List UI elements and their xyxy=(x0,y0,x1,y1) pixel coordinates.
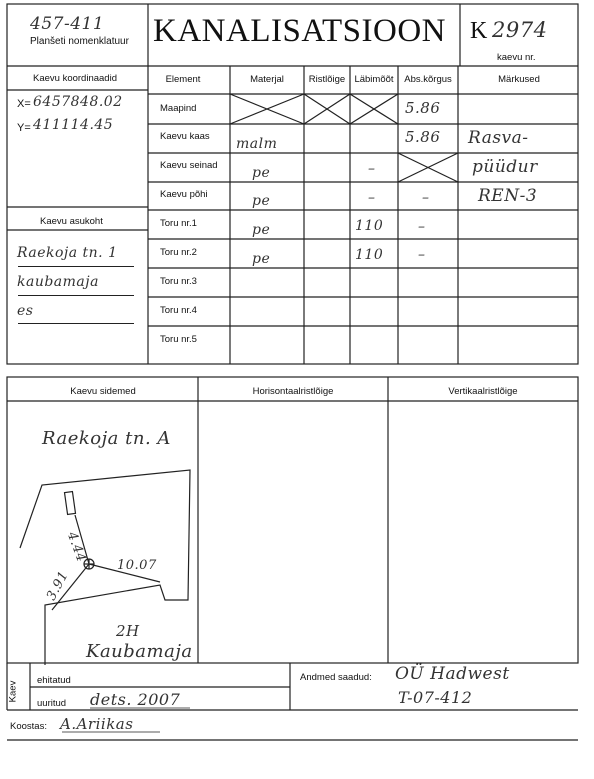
material-value: pe xyxy=(252,222,271,238)
well-prefix: K xyxy=(470,18,488,44)
built-label: ehitatud xyxy=(37,675,71,686)
row-element: Kaevu kaas xyxy=(160,131,210,142)
sketch-street: Raekoja tn. A xyxy=(42,428,171,449)
notes-value: Rasva- xyxy=(468,128,529,148)
height-value: 5.86 xyxy=(405,99,441,117)
diameter-value: – xyxy=(368,190,376,206)
author-value: A.Ariikas xyxy=(60,715,134,733)
row-element: Kaevu põhi xyxy=(160,189,208,200)
row-element: Maapind xyxy=(160,103,197,114)
notes-value: REN-3 xyxy=(478,186,538,206)
height-value: 5.86 xyxy=(405,128,441,146)
row-element: Toru nr.3 xyxy=(160,276,197,287)
coordinates-label: Kaevu koordinaadid xyxy=(33,73,117,84)
y-value: 411114.45 xyxy=(33,117,114,133)
sketch-building-name: Kaubamaja xyxy=(86,641,193,662)
source-value: T-07-412 xyxy=(398,688,473,707)
height-value: – xyxy=(418,219,426,235)
row-element: Toru nr.5 xyxy=(160,334,197,345)
measured-label: uuritud xyxy=(37,698,67,709)
sketch-building-number: 2H xyxy=(116,622,140,640)
material-value: pe xyxy=(252,193,271,209)
sketch-dim3: 3.91 xyxy=(44,568,72,604)
col-header-height: Abs.kõrgus xyxy=(404,74,452,85)
col-header-cross: Ristlõige xyxy=(308,74,346,85)
diameter-value: 110 xyxy=(355,218,384,234)
col-header-material: Materjal xyxy=(250,74,284,85)
location-line3: es xyxy=(17,303,34,319)
sheet-label: Planšeti nomenklatuur xyxy=(30,36,129,47)
row-element: Kaevu seinad xyxy=(160,160,218,171)
col-header-element: Element xyxy=(165,74,201,85)
sketch-dim1: 4.44 xyxy=(63,530,89,565)
sketch-col-vertical: Vertikaalristlõige xyxy=(448,386,518,397)
well-label: kaevu nr. xyxy=(497,52,536,63)
sheet-value: 457-411 xyxy=(30,14,105,34)
row-element: Toru nr.4 xyxy=(160,305,197,316)
sketch-col-horizontal: Horisontaalristlõige xyxy=(252,386,334,397)
x-value: 6457848.02 xyxy=(33,94,123,110)
source-label: Andmed saadud: xyxy=(300,672,372,683)
height-value: – xyxy=(422,190,430,206)
material-value: pe xyxy=(252,251,271,267)
col-header-notes: Märkused xyxy=(498,74,540,85)
height-value: – xyxy=(418,247,426,263)
col-header-diameter: Läbimõõt xyxy=(354,74,394,85)
location-line2: kaubamaja xyxy=(17,274,99,290)
sketch-col-links: Kaevu sidemed xyxy=(70,386,136,397)
location-label: Kaevu asukoht xyxy=(40,216,103,227)
well-number: 2974 xyxy=(492,18,548,42)
diameter-value: 110 xyxy=(355,247,384,263)
x-label: X= xyxy=(17,98,31,110)
notes-value: püüdur xyxy=(472,157,538,177)
document-title: KANALISATSIOON xyxy=(153,13,446,49)
sketch-drawing xyxy=(20,470,190,665)
source-value: OÜ Hadwest xyxy=(395,664,510,684)
row-element: Toru nr.2 xyxy=(160,247,197,258)
measured-value: dets. 2007 xyxy=(90,690,181,709)
material-value: malm xyxy=(236,136,278,152)
y-label: Y= xyxy=(17,122,31,134)
footer-side-label: Kaev xyxy=(7,680,19,703)
author-label: Koostas: xyxy=(10,721,47,732)
diameter-value: – xyxy=(368,161,376,177)
location-line1: Raekoja tn. 1 xyxy=(17,245,118,261)
row-element: Toru nr.1 xyxy=(160,218,197,229)
material-value: pe xyxy=(252,165,271,181)
sketch-dim2: 10.07 xyxy=(117,558,157,573)
